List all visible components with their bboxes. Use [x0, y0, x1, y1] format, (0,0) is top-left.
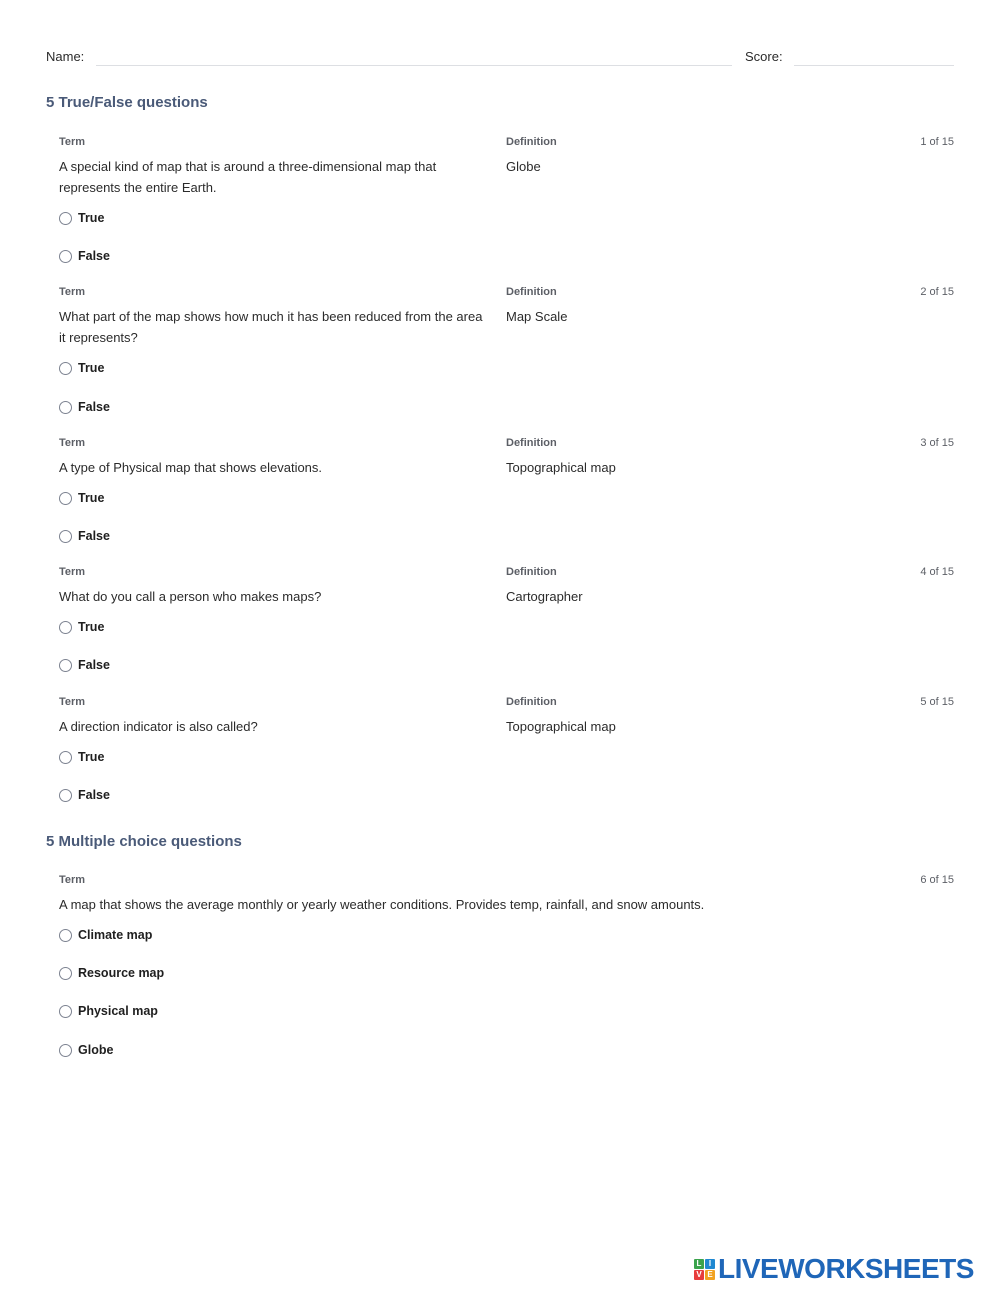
question-4 — [59, 566, 954, 676]
radio-button[interactable] — [59, 659, 72, 672]
term-label: Term — [59, 874, 86, 886]
radio-button[interactable] — [59, 929, 72, 942]
term-label: Term — [59, 437, 86, 449]
term-label: Term — [59, 136, 86, 148]
radio-button[interactable] — [59, 1044, 72, 1057]
question-1 — [59, 136, 954, 266]
option-label: True — [78, 491, 105, 505]
radio-button[interactable] — [59, 492, 72, 505]
question-5 — [59, 696, 954, 806]
logo-block: V — [694, 1270, 704, 1280]
option-true[interactable] — [59, 619, 104, 635]
option-label: True — [78, 361, 105, 375]
term-text: A special kind of map that is around a three-dimensional map that represents the entire Earth. — [59, 159, 437, 195]
radio-button[interactable] — [59, 789, 72, 802]
true-false-section-title: 5 True/False questions — [46, 94, 208, 111]
option-globe[interactable] — [59, 1042, 113, 1058]
option-label: True — [78, 211, 105, 225]
option-climate-map[interactable] — [59, 927, 152, 943]
liveworksheets-logo — [694, 1254, 974, 1284]
option-label: Resource map — [78, 966, 165, 980]
term-text: A type of Physical map that shows elevations. — [59, 460, 323, 475]
multiple-choice-section-title: 5 Multiple choice questions — [46, 833, 242, 850]
logo-text: LIVEWORKSHEETS — [718, 1253, 974, 1284]
radio-button[interactable] — [59, 530, 72, 543]
logo-block: E — [705, 1270, 715, 1280]
question-counter: 3 of 15 — [920, 437, 954, 449]
option-true[interactable] — [59, 360, 104, 376]
definition-label: Definition — [506, 136, 557, 148]
logo-block: L — [694, 1259, 704, 1269]
question-counter: 6 of 15 — [920, 874, 954, 886]
option-false[interactable] — [59, 528, 110, 544]
option-label: False — [78, 400, 110, 414]
term-text: A direction indicator is also called? — [59, 719, 258, 734]
option-label: False — [78, 249, 110, 263]
option-true[interactable] — [59, 749, 104, 765]
question-counter: 5 of 15 — [920, 696, 954, 708]
name-field[interactable] — [96, 65, 732, 66]
option-false[interactable] — [59, 657, 110, 673]
question-counter: 2 of 15 — [920, 286, 954, 298]
option-false[interactable] — [59, 399, 110, 415]
term-label: Term — [59, 286, 86, 298]
term-text: A map that shows the average monthly or yearly weather conditions. Provides temp, rainfall, and snow amounts. — [59, 897, 705, 912]
question-6 — [59, 874, 954, 1064]
option-label: Physical map — [78, 1004, 158, 1018]
logo-block: I — [705, 1259, 715, 1269]
term-label: Term — [59, 566, 86, 578]
question-counter: 1 of 15 — [920, 136, 954, 148]
question-2 — [59, 286, 954, 416]
option-resource-map[interactable] — [59, 965, 164, 981]
definition-text: Topographical map — [506, 719, 616, 734]
option-label: Climate map — [78, 928, 153, 942]
term-text: What do you call a person who makes maps? — [59, 589, 322, 604]
logo-blocks — [694, 1259, 715, 1280]
option-true[interactable] — [59, 490, 104, 506]
definition-label: Definition — [506, 696, 557, 708]
definition-text: Topographical map — [506, 460, 616, 475]
term-label: Term — [59, 696, 86, 708]
option-false[interactable] — [59, 248, 110, 264]
option-label: False — [78, 529, 110, 543]
option-physical-map[interactable] — [59, 1003, 158, 1019]
definition-text: Globe — [506, 159, 541, 174]
radio-button[interactable] — [59, 751, 72, 764]
term-text: What part of the map shows how much it has been reduced from the area it represents? — [59, 309, 483, 345]
radio-button[interactable] — [59, 212, 72, 225]
header — [46, 48, 954, 68]
score-field[interactable] — [794, 65, 954, 66]
radio-button[interactable] — [59, 1005, 72, 1018]
option-label: Globe — [78, 1043, 114, 1057]
option-label: True — [78, 750, 105, 764]
radio-button[interactable] — [59, 621, 72, 634]
definition-text: Cartographer — [506, 589, 583, 604]
question-counter: 4 of 15 — [920, 566, 954, 578]
score-label: Score: — [745, 49, 783, 64]
definition-label: Definition — [506, 437, 557, 449]
option-true[interactable] — [59, 210, 104, 226]
option-label: True — [78, 620, 105, 634]
question-3 — [59, 437, 954, 547]
definition-text: Map Scale — [506, 309, 568, 324]
definition-label: Definition — [506, 566, 557, 578]
definition-label: Definition — [506, 286, 557, 298]
radio-button[interactable] — [59, 967, 72, 980]
radio-button[interactable] — [59, 250, 72, 263]
name-label: Name: — [46, 49, 85, 64]
radio-button[interactable] — [59, 362, 72, 375]
option-false[interactable] — [59, 787, 110, 803]
radio-button[interactable] — [59, 401, 72, 414]
option-label: False — [78, 788, 110, 802]
option-label: False — [78, 658, 110, 672]
